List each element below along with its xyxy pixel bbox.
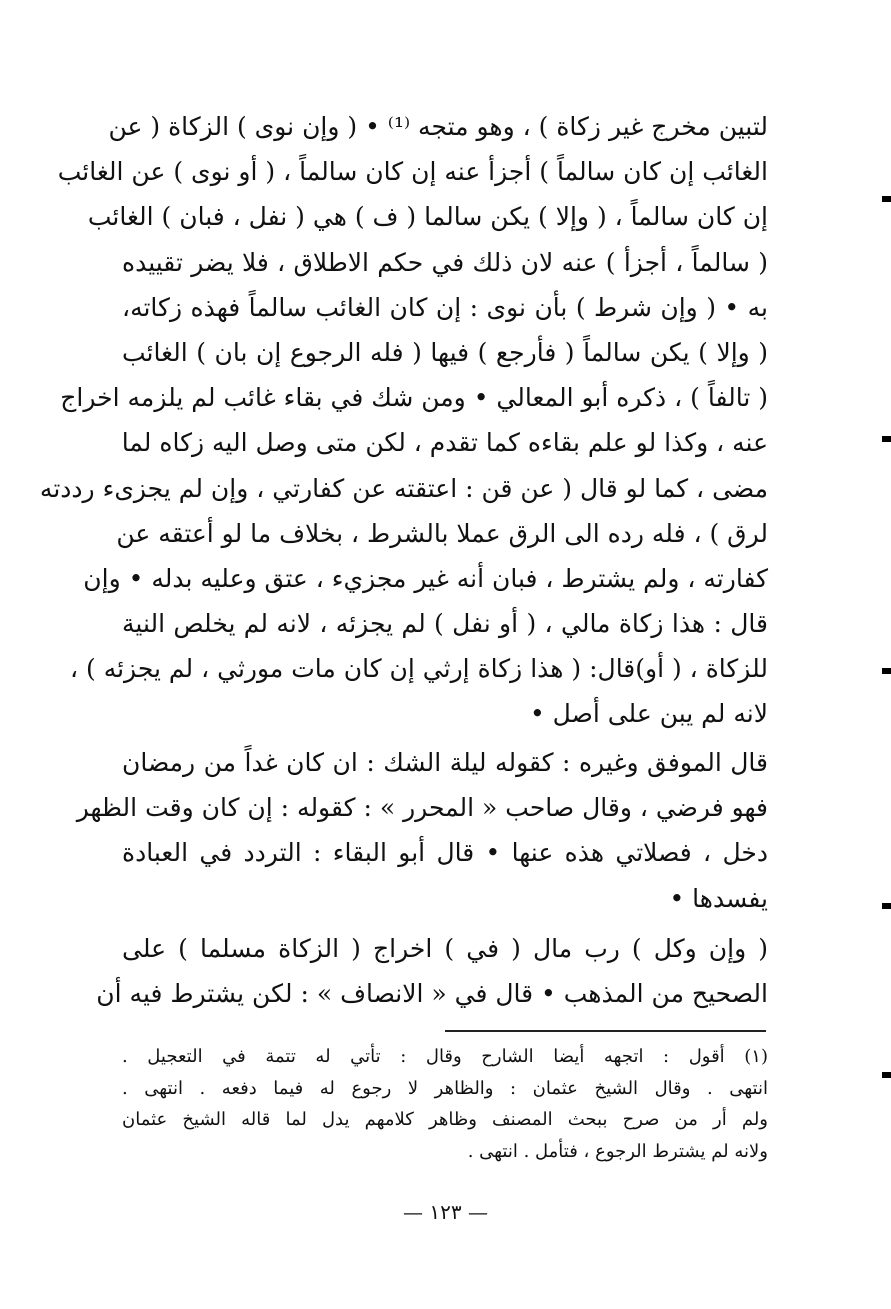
text-line: إن كان سالماً ، ( وإلا ) يكن سالما ( ف ) هي ( نفل ، فبان ) الغائب: [87, 202, 768, 232]
text-line: فهو فرضي ، وقال صاحب « المحرر » : كقوله : إن كان وقت الظهر: [76, 793, 768, 823]
text-line: ( وإلا ) يكن سالماً ( فأرجع ) فيها ( فله الرجوع إن بان ) الغائب: [122, 337, 768, 367]
text-line: لانه لم يبن على أصل •: [529, 699, 768, 729]
text-line: قال : هذا زكاة مالي ، ( أو نفل ) لم يجزئه ، لانه لم يخلص النية: [122, 609, 768, 639]
text-line: عنه ، وكذا لو علم بقاءه كما تقدم ، لكن متى وصل اليه زكاه لما: [121, 428, 768, 458]
text-line: مضى ، كما لو قال ( عن قن : اعتقته عن كفارتي ، وإن لم يجزىء رددته: [39, 473, 768, 503]
footnote-line: ولانه لم يشترط الرجوع ، فتأمل . انتهى .: [467, 1140, 768, 1162]
text-line: ( تالفاً ) ، ذكره أبو المعالي • ومن شك في بقاء غائب لم يلزمه اخراج: [60, 383, 768, 413]
scan-edge-mark: [882, 436, 891, 442]
text-line: للزكاة ، ( أو)قال: ( هذا زكاة إرثي إن كان مات مورثي ، لم يجزئه ) ،: [69, 654, 768, 684]
text-line: الغائب إن كان سالماً ) أجزأ عنه إن كان سالماً ، ( أو نوى ) عن الغائب: [57, 157, 768, 187]
text-line: به • ( وإن شرط ) بأن نوى : إن كان الغائب سالماً فهذه زكاته،: [122, 292, 768, 322]
footnote-separator: [445, 1030, 766, 1032]
footnote-line: ولم أر من صرح ببحث المصنف وظاهر كلامهم يدل لما قاله الشيخ عثمان: [122, 1109, 768, 1130]
text-line: كفارته ، ولم يشترط ، فبان أنه غير مجزيء ، عتق وعليه بدله • وإن: [83, 563, 768, 593]
text-line: دخل ، فصلاتي هذه عنها • قال أبو البقاء : التردد في العبادة: [122, 838, 768, 868]
footnotes: [122, 1041, 768, 1167]
paragraph-2: [76, 740, 768, 921]
text-line: لتبين مخرج غير زكاة ) ، وهو متجه ⁽¹⁾ • ( وإن نوى ) الزكاة ( عن: [108, 112, 768, 141]
text-line: الصحيح من المذهب • قال في « الانصاف » : لكن يشترط فيه أن: [96, 979, 768, 1009]
paragraph-1: [39, 104, 768, 737]
footnote-line: انتهى . وقال الشيخ عثمان : والظاهر لا رجوع له فيما دفعه . انتهى .: [122, 1077, 768, 1099]
paragraph-3: [96, 926, 768, 1016]
text-line: لرق ) ، فله رده الى الرق عملا بالشرط ، بخلاف ما لو أعتقه عن: [116, 518, 768, 548]
text-line: يفسدها •: [669, 883, 768, 913]
scan-edge-mark: [882, 903, 891, 909]
footnote-line: (١) أقول : اتجهه أيضا الشارح وقال : تأتي له تتمة في التعجيل .: [122, 1046, 768, 1067]
page-number: — ١٢٣ —: [403, 1200, 488, 1224]
scan-edge-mark: [882, 1072, 891, 1078]
scan-edge-mark: [882, 196, 891, 202]
text-line: ( وإن وكل ) رب مال ( في ) اخراج ( الزكاة مسلما ) على: [122, 934, 768, 963]
text-line: ( سالماً ، أجزأ ) عنه لان ذلك في حكم الاطلاق ، فلا يضر تقييده: [122, 247, 768, 277]
text-line: قال الموفق وغيره : كقوله ليلة الشك : ان كان غداً من رمضان: [122, 748, 768, 777]
scan-edge-mark: [882, 668, 891, 674]
